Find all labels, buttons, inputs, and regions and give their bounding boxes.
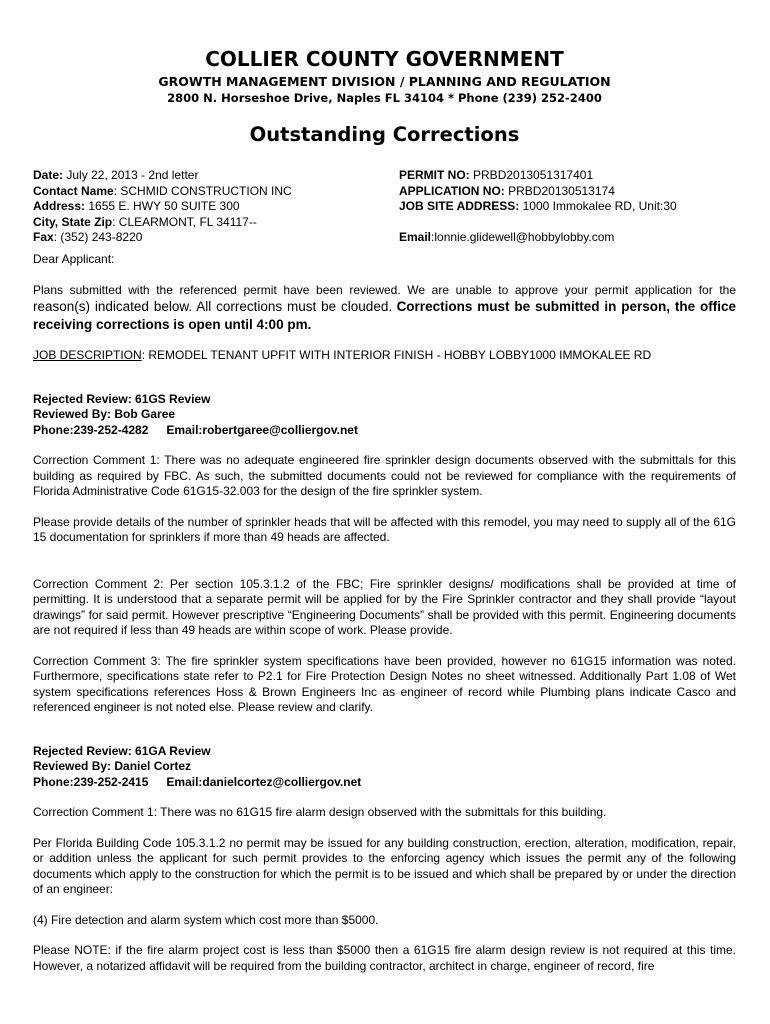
address-value: 1655 E. HWY 50 SUITE 300: [88, 199, 240, 213]
permit-details: [399, 168, 739, 246]
contact-value: SCHMID CONSTRUCTION INC: [120, 183, 292, 198]
address-row: [33, 199, 393, 215]
email-value[interactable]: lonnie.glidewell@hobbylobby.com: [434, 230, 615, 244]
correction-paragraph: Please provide details of the number of sprinkler heads that will be affected with this remodel, you may need to supply all of the 61G 15 documentation for sprinklers if more than 49 heads are affected.: [33, 514, 736, 544]
review-section-1: [33, 392, 736, 716]
reviewer-contact: [33, 423, 736, 439]
contact-label: Contact Name: [33, 183, 114, 198]
fax-row: Fax: (352) 243-8220: [33, 230, 143, 244]
email-label: Email: [399, 230, 432, 244]
reviewer-name: Reviewed By: Bob Garee: [33, 407, 176, 421]
applicant-info: [33, 168, 393, 246]
reviewer-email[interactable]: Email:robertgaree@colliergov.net: [166, 422, 358, 437]
date-row: [33, 168, 393, 184]
city-value: CLEARMONT, FL 34117--: [118, 214, 257, 229]
application-label: APPLICATION NO:: [399, 183, 505, 198]
org-name: COLLIER COUNTY GOVERNMENT: [205, 47, 564, 71]
job-value: : REMODEL TENANT UPFIT WITH INTERIOR FINISH - HOBBY LOBBY1000 IMMOKALEE RD: [141, 348, 652, 362]
fax-value: (352) 243-8220: [60, 230, 143, 244]
jobsite-value: 1000 Immokalee RD, Unit:30: [522, 199, 677, 213]
correction-paragraph: Correction Comment 3: The fire sprinkler system specifications have been provided, however no 61G15 information was noted. Furthermore, specifications state refer to P2.1 for Fire Protection Design Notes no sheet witnessed. Additionally Part 1.08 of Wet system specifications references Hoss & Brown Engineers Inc as engineer of record while Plumbing plans indicate Casco and referenced engineer is not noted else. Please review and clarify.: [33, 653, 736, 714]
correction-paragraph: (4) Fire detection and alarm system which cost more than $5000.: [33, 912, 379, 927]
intro-part1: Plans submitted with the referenced permit have been reviewed. We are unable to approve your permit application for the: [33, 282, 736, 297]
reviewer-name: Reviewed By: Daniel Cortez: [33, 759, 192, 773]
review-section-2: [33, 744, 736, 975]
reviewer-phone: Phone:239-252-4282: [33, 422, 149, 437]
reviewer-phone: Phone:239-252-2415: [33, 774, 149, 789]
division-name: GROWTH MANAGEMENT DIVISION / PLANNING AND REGULATION: [158, 74, 611, 89]
contact-row: Contact Name: SCHMID CONSTRUCTION INC: [33, 183, 292, 198]
city-label: City, State Zip: [33, 214, 113, 229]
jobsite-row: [399, 199, 739, 215]
review-title: Rejected Review: 61GS Review: [33, 391, 211, 406]
jobsite-label: JOB SITE ADDRESS:: [399, 199, 520, 213]
job-description: [33, 348, 736, 364]
correction-paragraph: Please NOTE: if the fire alarm project cost is less than $5000 then a 61G15 fire alarm design review is not required at this time. However, a notarized affidavit will be required from the building contractor, architect in charge, engineer of record, fire: [33, 943, 736, 973]
spacer: [399, 215, 739, 231]
date-label: Date:: [33, 168, 64, 182]
intro-part3: Corrections must be submitted in person, the office receiving corrections is open until 4:00 pm.: [33, 299, 737, 332]
correction-paragraph: Per Florida Building Code 105.3.1.2 no permit may be issued for any building construction, erection, alteration, modification, repair, or addition unless the applicant for such permit provides to the enforcing agency which issues the permit any of the following documents which apply to the construction for which the permit is to be issued and which shall be prepared by or under the direction of an engineer:: [33, 835, 736, 896]
date-value: July 22, 2013 - 2nd letter: [66, 168, 199, 182]
permit-value: PRBD2013051317401: [473, 168, 594, 182]
application-value: PRBD20130513174: [508, 183, 615, 198]
city-row: City, State Zip: CLEARMONT, FL 34117--: [33, 214, 257, 229]
reviewer-email[interactable]: Email:danielcortez@colliergov.net: [166, 774, 362, 789]
document-page: [33, 46, 736, 974]
review-title: Rejected Review: 61GA Review: [33, 743, 211, 758]
address-label: Address:: [33, 199, 86, 213]
correction-paragraph: Correction Comment 2: Per section 105.3.1.2 of the FBC; Fire sprinkler designs/ modifications shall be provided at time of permitting. It is understood that a separate permit will be applied for by the Fire Sprinkler contractor and they shall provide “layout drawings” for said permit. However prescriptive “Engineering Documents” shall be provided with this permit. Engineering documents are not required if less than 49 heads are within scope of work. Please provide.: [33, 576, 736, 637]
permit-info: [33, 168, 736, 246]
email-row: Email:lonnie.glidewell@hobbylobby.com: [399, 230, 615, 244]
document-title: Outstanding Corrections: [249, 123, 520, 146]
correction-paragraph: Correction Comment 1: There was no adequate engineered fire sprinkler design documents observed with the submittals for this building as required by FBC. As such, the submitted documents could not be reviewed for compliance with the requirements of Florida Administrative Code 61G15-32.003 for the design of the fire sprinkler system.: [33, 453, 736, 498]
org-address: 2800 N. Horseshoe Drive, Naples FL 34104 * Phone (239) 252-2400: [167, 91, 602, 105]
permit-row: [399, 168, 739, 184]
fax-label: Fax: [33, 230, 54, 244]
job-label: JOB DESCRIPTION: [33, 348, 142, 362]
reviewer-contact: [33, 775, 736, 791]
permit-label: PERMIT NO:: [399, 168, 470, 182]
salutation: Dear Applicant:: [33, 252, 115, 266]
intro-paragraph: [33, 283, 736, 334]
intro-part2: reason(s) indicated below. All corrections must be clouded.: [33, 299, 393, 314]
application-row: [399, 184, 739, 200]
correction-paragraph: Correction Comment 1: There was no 61G15 fire alarm design observed with the submittals for this building.: [33, 805, 607, 819]
letterhead: [33, 46, 736, 106]
